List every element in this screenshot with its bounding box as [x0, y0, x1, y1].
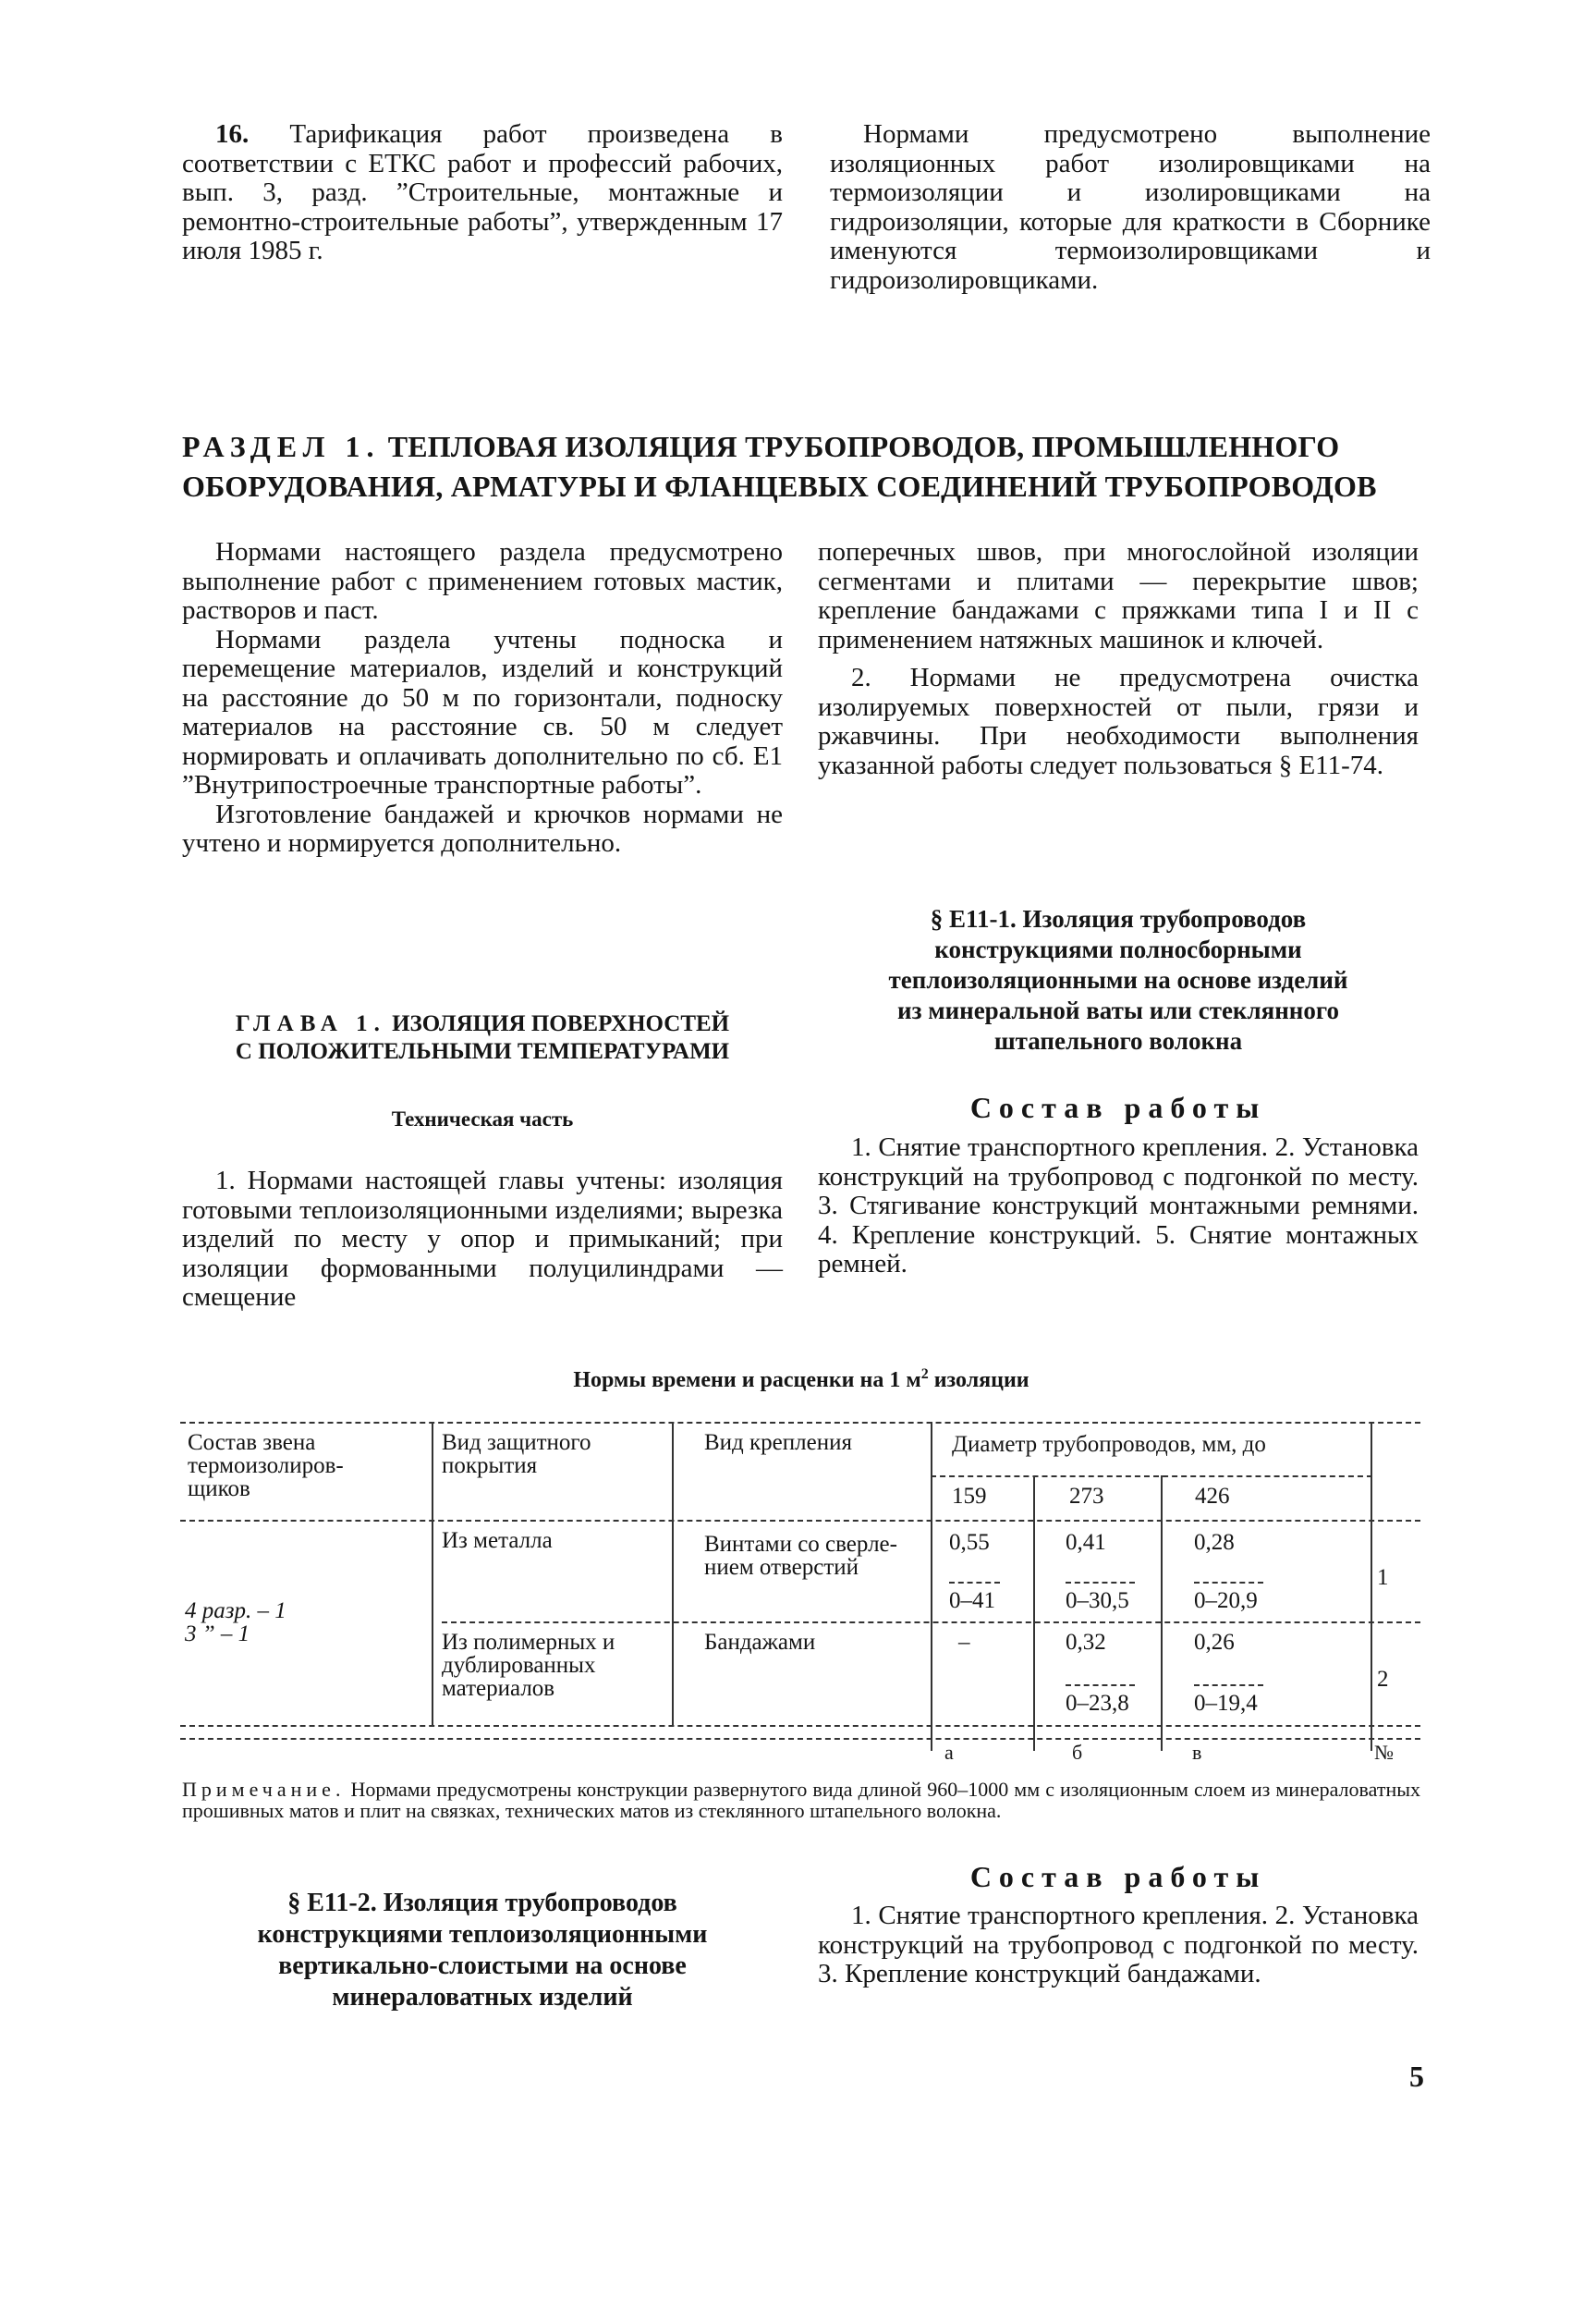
section-title-line1: ТЕПЛОВАЯ ИЗОЛЯЦИЯ ТРУБОПРОВОДОВ, ПРОМЫШЛЕННОГО — [387, 430, 1340, 463]
row1-a-price: 0–41 — [949, 1588, 995, 1613]
header-cover — [442, 1431, 591, 1477]
row1-number: 1 — [1377, 1565, 1389, 1590]
paragraph: 1. Снятие транспортного крепления. 2. Установка конструкций на трубопровод с подгонкой по месту. 3. Крепление конструкций бандажами. — [818, 1901, 1419, 1988]
heading-line: § Е11-2. Изоляция трубопроводов — [287, 1889, 677, 1917]
heading-line: § Е11-1. Изоляция трубопроводов — [930, 905, 1307, 933]
note-text: Нормами предусмотрены конструкции развернутого вида длиной 960–1000 мм с изоляционным слоем из минераловатных прошивных матов и плит на связках, технических матов из стеклянного штапельного волокна. — [182, 1778, 1420, 1822]
section-prefix: РАЗДЕЛ 1. — [182, 430, 381, 463]
table-rule — [442, 1621, 1420, 1623]
section-title-line2: ОБОРУДОВАНИЯ, АРМАТУРЫ И ФЛАНЦЕВЫХ СОЕДИНЕНИЙ ТРУБОПРОВОДОВ — [182, 470, 1377, 503]
header-crew — [188, 1431, 344, 1500]
note-label: Примечание. — [182, 1778, 346, 1801]
cover-line: дублированных — [442, 1653, 596, 1678]
header-fixing: Вид крепления — [704, 1430, 852, 1455]
value-separator — [1194, 1582, 1263, 1584]
row2-a: – — [958, 1630, 970, 1655]
fixing-line: Винтами со сверле- — [704, 1532, 897, 1557]
chapter-title-line1: ИЗОЛЯЦИЯ ПОВЕРХНОСТЕЙ — [392, 1011, 730, 1036]
section-title — [182, 427, 1439, 507]
table-caption — [182, 1366, 1420, 1393]
crew-composition — [185, 1599, 286, 1645]
header-d159: 159 — [952, 1484, 987, 1509]
paragraph: 1. Нормами настоящей главы учтены: изоляция готовыми теплоизоляционными изделиями; вырезка изделий по месту у опор и примыканий; при изоляции формованными полуцилиндрами — смещение — [182, 1166, 783, 1312]
section-e11-2-heading — [182, 1888, 783, 2013]
col-letter-c: в — [1192, 1741, 1202, 1764]
caption-text: Нормы времени и расценки на 1 м — [573, 1368, 921, 1392]
header-crew-line: Состав звена — [188, 1430, 316, 1455]
heading-line: вертикально-слоистыми на основе — [278, 1951, 687, 1980]
heading-line: теплоизоляционными на основе изделий — [888, 966, 1348, 994]
row2-cover — [442, 1631, 615, 1700]
crew-line: 3 ” – 1 — [185, 1621, 250, 1646]
left-column — [182, 538, 783, 859]
header-d426: 426 — [1195, 1484, 1230, 1509]
paragraph-text: Нормами предусмотрено выполнение изоляционных работ изолировщиками на термоизоляции и изолировщиками на гидроизоляции, которые для краткости в Сборнике именуются термоизолировщиками и гидроизолировщиками. — [830, 119, 1431, 295]
table-rule — [931, 1422, 932, 1751]
chapter-title-line2: С ПОЛОЖИТЕЛЬНЫМИ ТЕМПЕРАТУРАМИ — [235, 1039, 730, 1064]
paragraph: Нормами настоящего раздела предусмотрено выполнение работ с применением готовых мастик, растворов и паст. — [182, 537, 783, 625]
table-rule — [432, 1422, 433, 1725]
value-separator — [949, 1582, 1000, 1584]
row2-b-norm: 0,32 — [1066, 1630, 1106, 1655]
paragraph: Изготовление бандажей и крючков нормами не учтено и нормируется дополнительно. — [182, 799, 783, 858]
value-separator — [1066, 1684, 1135, 1686]
table-rule — [1371, 1422, 1372, 1751]
row1-b-price: 0–30,5 — [1066, 1588, 1129, 1613]
row2-b-price: 0–23,8 — [1066, 1691, 1129, 1716]
heading-line: минераловатных изделий — [332, 1983, 633, 2012]
chapter-prefix: ГЛАВА 1. — [235, 1011, 386, 1036]
section-e11-1-heading — [818, 904, 1419, 1057]
fixing-line: нием отверстий — [704, 1555, 859, 1580]
row2-fixing: Бандажами — [704, 1630, 816, 1655]
table-note — [182, 1779, 1420, 1821]
heading-line: штапельного волокна — [993, 1027, 1243, 1055]
page-number: 5 — [1409, 2060, 1424, 2093]
row1-cover: Из металла — [442, 1528, 553, 1553]
work-composition-text — [818, 1133, 1419, 1279]
row1-b-norm: 0,41 — [1066, 1530, 1106, 1555]
row2-c-price: 0–19,4 — [1194, 1691, 1258, 1716]
technical-part-heading: Техническая часть — [391, 1107, 574, 1131]
header-diameter: Диаметр трубопроводов, мм, до — [952, 1432, 1266, 1457]
heading-line: из минеральной ваты или стеклянного — [897, 997, 1339, 1024]
table-rule — [180, 1725, 1420, 1727]
intro-paragraph-right — [830, 120, 1431, 295]
value-separator — [1066, 1582, 1135, 1584]
caption-superscript: 2 — [920, 1366, 929, 1382]
header-cover-line: покрытия — [442, 1453, 538, 1478]
col-letter-b: б — [1072, 1741, 1083, 1764]
intro-paragraph-16 — [182, 120, 783, 266]
col-number-sign: № — [1374, 1741, 1394, 1764]
row1-c-norm: 0,28 — [1194, 1530, 1235, 1555]
work-composition-heading: Состав работы — [969, 1091, 1267, 1124]
row1-a-norm: 0,55 — [949, 1530, 990, 1555]
row1-fixing — [704, 1533, 897, 1579]
cover-line: материалов — [442, 1676, 555, 1701]
paragraph-text: Тарификация работ произведена в соответствии с ЕТКС работ и профессий рабочих, вып. 3, разд. ”Строительные, монтажные и ремонтно-строительные работы”, утвержденным 17 июля 1985 г. — [182, 119, 783, 265]
col-letter-a: а — [944, 1741, 954, 1764]
work-composition-heading-2: Состав работы — [969, 1860, 1267, 1893]
table-rule — [180, 1422, 1420, 1424]
row2-number: 2 — [1377, 1667, 1389, 1692]
chapter-title — [182, 1010, 783, 1066]
table-rule — [1161, 1475, 1163, 1751]
work-composition-text-2 — [818, 1902, 1419, 1989]
paragraph: 2. Нормами не предусмотрена очистка изолируемых поверхностей от пыли, грязи и ржавчины. При необходимости выполнения указанной работы следует пользоваться § Е11-74. — [818, 663, 1419, 780]
table-rule — [672, 1422, 674, 1725]
heading-line: конструкциями теплоизоляционными — [257, 1920, 708, 1949]
header-d273: 273 — [1069, 1484, 1104, 1509]
header-cover-line: Вид защитного — [442, 1430, 591, 1455]
cover-line: Из полимерных и — [442, 1630, 615, 1655]
table-rule — [1033, 1475, 1035, 1751]
paragraph: поперечных швов, при многослойной изоляции сегментами и плитами — перекрытие швов; крепление бандажами с пряжками типа I и II с применением натяжных машинок и ключей. — [818, 537, 1419, 654]
right-column — [818, 538, 1419, 780]
heading-line: конструкциями полносборными — [934, 936, 1302, 963]
value-separator — [1194, 1684, 1263, 1686]
caption-text-end: изоляции — [928, 1368, 1029, 1392]
left-column-lower — [182, 1167, 783, 1313]
paragraph-number: 16. — [215, 119, 250, 149]
table-rule — [180, 1738, 1420, 1740]
table-rule — [180, 1520, 1420, 1522]
row2-c-norm: 0,26 — [1194, 1630, 1235, 1655]
header-crew-line: щиков — [188, 1476, 250, 1501]
crew-line: 4 разр. – 1 — [185, 1598, 286, 1623]
paragraph: 1. Снятие транспортного крепления. 2. Установка конструкций на трубопровод с подгонкой по месту. 3. Стягивание конструкций монтажными ремнями. 4. Крепление конструкций. 5. Снятие монтажных ремней. — [818, 1132, 1419, 1278]
row1-c-price: 0–20,9 — [1194, 1588, 1258, 1613]
paragraph: Нормами раздела учтены подноска и перемещение материалов, изделий и конструкций на расстояние до 50 м по горизонтали, подноску материалов на расстояние св. 50 м следует нормировать и оплачивать дополнительно по сб. Е1 ”Внутрипостроечные транспортные работы”. — [182, 624, 783, 800]
header-crew-line: термоизолиров- — [188, 1453, 344, 1478]
table-rule — [931, 1475, 1372, 1477]
